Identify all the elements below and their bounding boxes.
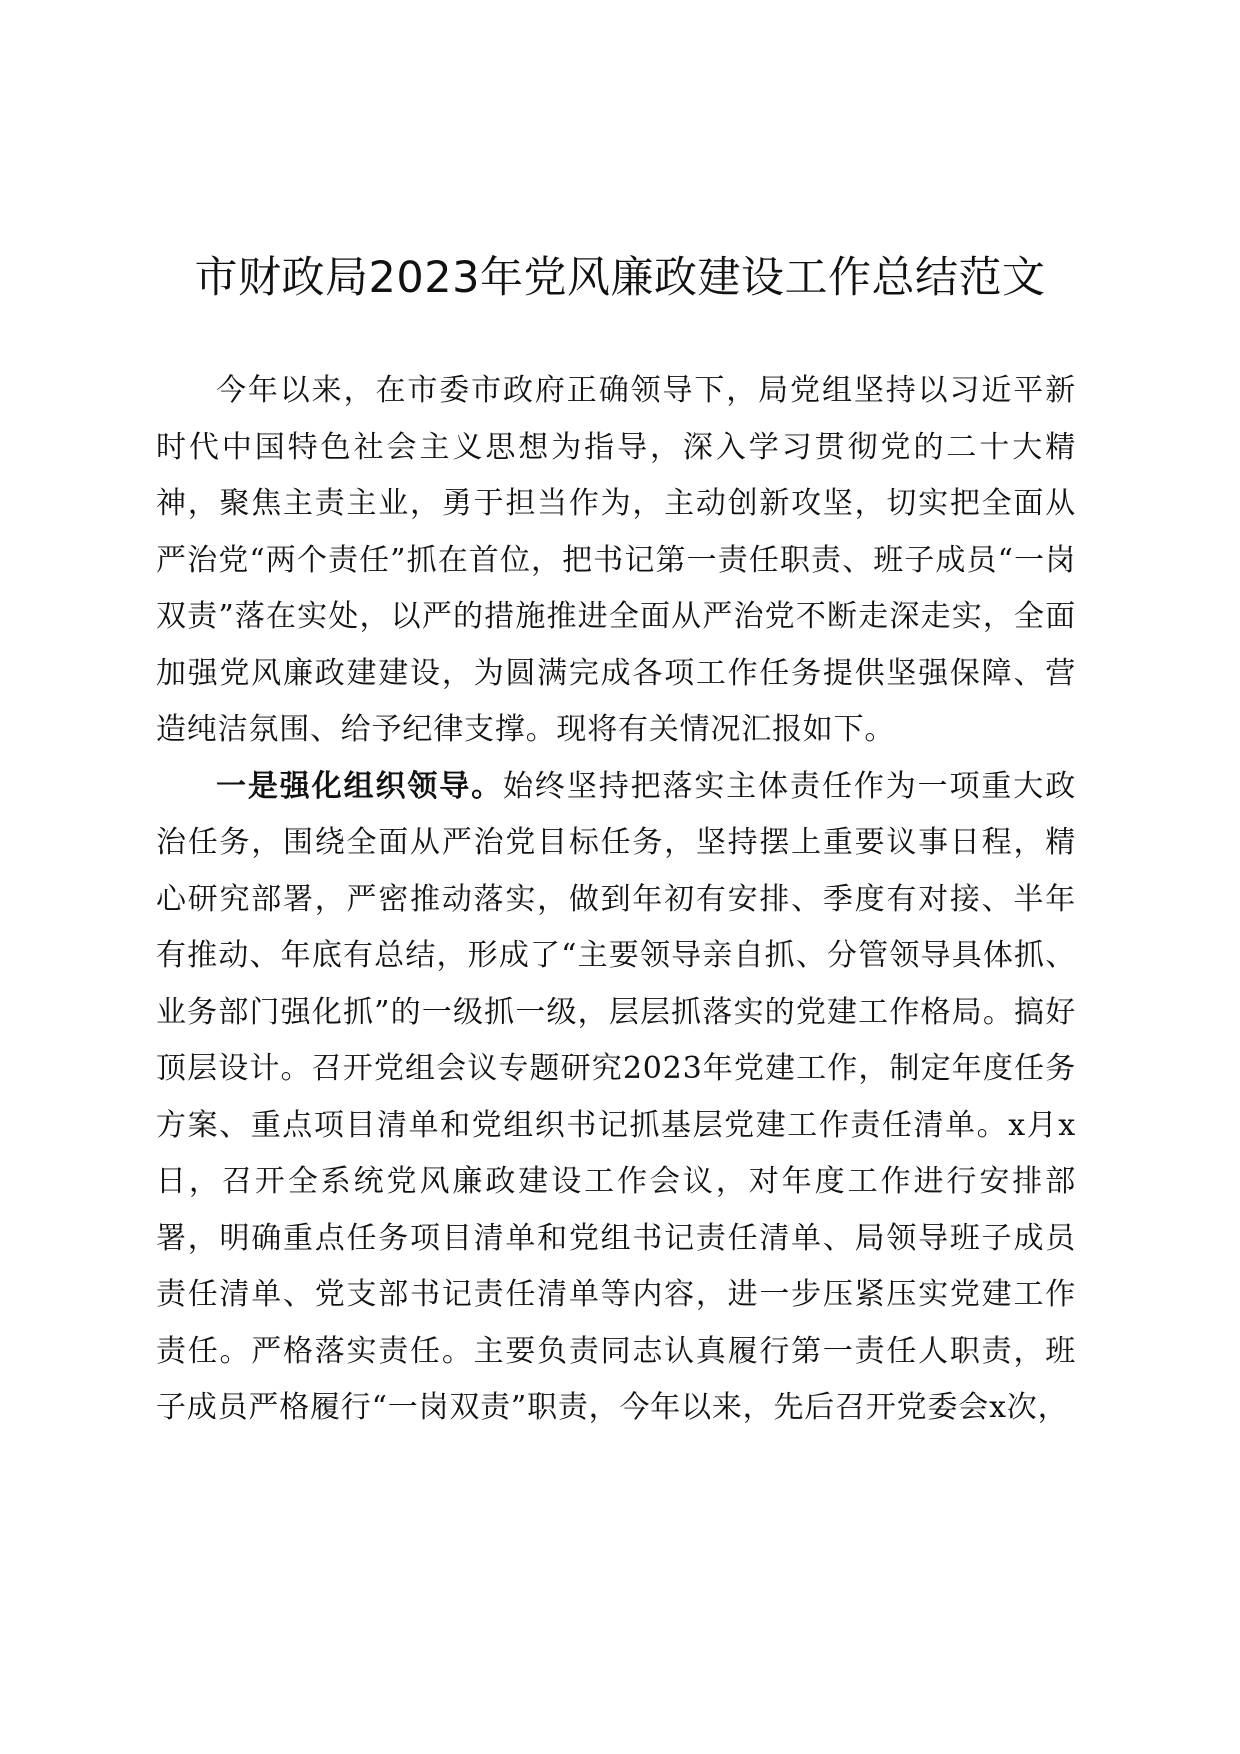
intro-paragraph (156, 363, 1076, 759)
page-title: 市财政局2023年党风廉政建设工作总结范文 (194, 253, 1046, 303)
paragraph-lead-heading: 一是强化组织领导。 (216, 768, 504, 804)
document-body (156, 363, 1076, 1437)
paragraph-text: 始终坚持把落实主体责任作为一项重大政治任务，围绕全面从严治党目标任务，坚持摆上重要议事日程，精心研究部署，严密推动落实，做到年初有安排、季度有对接、半年有推动、年底有总结，形成了“主要领导亲自抓、分管领导具体抓、业务部门强化抓”的一级抓一级，层层抓落实的党建工作格局。搞好顶层设计。召开党组会议专题研究2023年党建工作，制定年度任务方案、重点项目清单和党组织书记抓基层党建工作责任清单。x月x日，召开全系统党风廉政建设工作会议，对年度工作进行安排部署，明确重点任务项目清单和党组书记责任清单、局领导班子成员责任清单、党支部书记责任清单等内容，进一步压紧压实党建工作责任。严格落实责任。主要负责同志认真履行第一责任人职责，班子成员严格履行“一岗双责”职责，今年以来，先后召开党委会x次， (156, 768, 1076, 1425)
paragraph-text: 今年以来，在市委市政府正确领导下，局党组坚持以习近平新时代中国特色社会主义思想为指导，深入学习贯彻党的二十大精神，聚焦主责主业，勇于担当作为，主动创新攻坚，切实把全面从严治党“两个责任”抓在首位，把书记第一责任职责、班子成员“一岗双责”落在实处，以严的措施推进全面从严治党不断走深走实，全面加强党风廉政建建设，为圆满完成各项工作任务提供坚强保障、营造纯洁氛围、给予纪律支撑。现将有关情况汇报如下。 (156, 373, 1076, 747)
section-one-paragraph (156, 759, 1076, 1437)
